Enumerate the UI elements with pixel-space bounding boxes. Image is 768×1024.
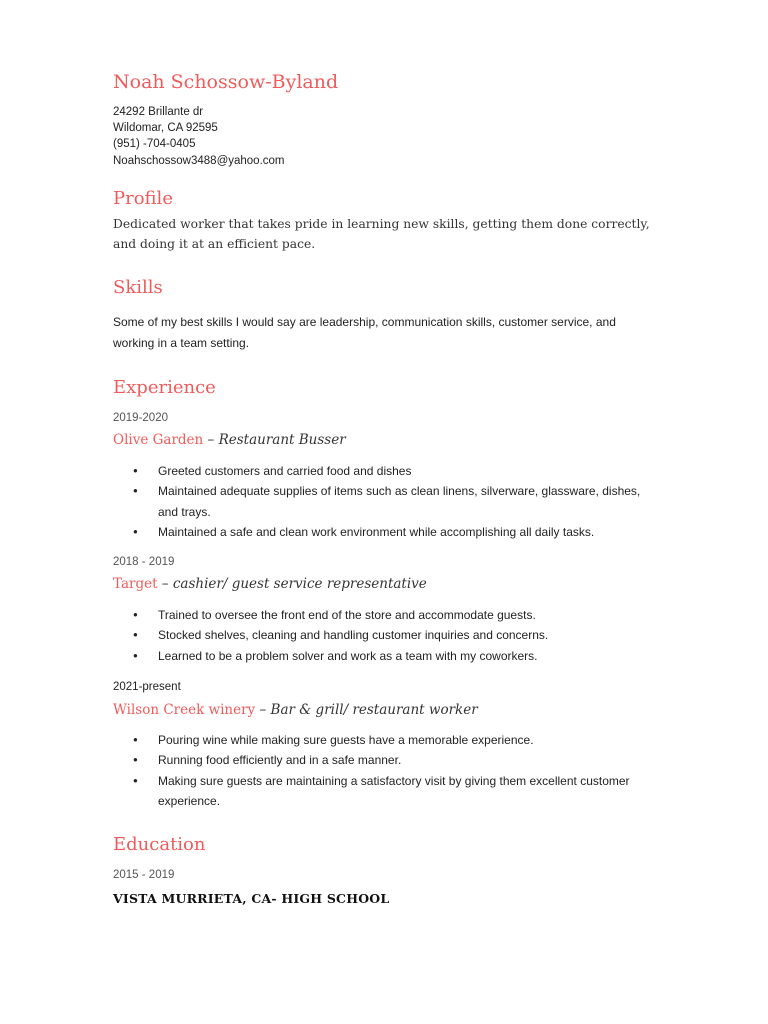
list-item: ● Running food efficiently and in a safe manner. (133, 750, 653, 770)
list-item: ● Maintained adequate supplies of items such as clean linens, silverware, glassware, dishes, and trays. (133, 481, 653, 522)
job-dates: 2019-2020 (113, 412, 168, 424)
contact-email: Noahschossow3488@yahoo.com (113, 155, 285, 167)
education-heading: Education (113, 834, 206, 855)
job-role: Bar & grill/ restaurant worker (270, 702, 478, 718)
job-company: Target (113, 576, 158, 592)
job-title-line (113, 432, 346, 448)
job-bullets (133, 461, 653, 542)
profile-heading: Profile (113, 188, 173, 209)
job-company: Wilson Creek winery (113, 702, 256, 718)
contact-phone: (951) -704-0405 (113, 138, 196, 150)
job-dates: 2021-present (113, 681, 181, 693)
job-title-line (113, 702, 478, 718)
job-separator: – (203, 432, 219, 448)
candidate-name: Noah Schossow-Byland (113, 71, 339, 93)
skills-heading: Skills (113, 277, 163, 298)
job-title-line (113, 576, 427, 592)
contact-street: 24292 Brillante dr (113, 106, 204, 118)
job-role: cashier/ guest service representative (172, 576, 427, 592)
job-dates: 2018 - 2019 (113, 556, 175, 568)
list-item: ● Trained to oversee the front end of the store and accommodate guests. (133, 605, 653, 625)
profile-text: Dedicated worker that takes pride in learning new skills, getting them done correctly, and doing it at an efficient pace. (113, 217, 650, 251)
job-bullets (133, 605, 653, 666)
list-item: ● Stocked shelves, cleaning and handling customer inquiries and concerns. (133, 625, 653, 645)
list-item: ● Greeted customers and carried food and dishes (133, 461, 653, 481)
job-separator: – (255, 702, 271, 718)
job-bullets (133, 730, 653, 811)
education-school: VISTA MURRIETA, CA- HIGH SCHOOL (113, 891, 390, 906)
list-item: ● Making sure guests are maintaining a satisfactory visit by giving them excellent customer experience. (133, 771, 653, 812)
list-item: ● Pouring wine while making sure guests have a memorable experience. (133, 730, 653, 750)
job-role: Restaurant Busser (218, 432, 346, 448)
job-separator: – (157, 576, 173, 592)
education-dates: 2015 - 2019 (113, 869, 175, 881)
job-company: Olive Garden (113, 432, 204, 448)
list-item: ● Learned to be a problem solver and work as a team with my coworkers. (133, 646, 653, 666)
experience-heading: Experience (113, 377, 216, 398)
list-item: ● Maintained a safe and clean work environment while accomplishing all daily tasks. (133, 522, 653, 542)
contact-city: Wildomar, CA 92595 (113, 122, 218, 134)
skills-text: Some of my best skills I would say are leadership, communication skills, customer service, and working in a team setting. (113, 315, 616, 350)
